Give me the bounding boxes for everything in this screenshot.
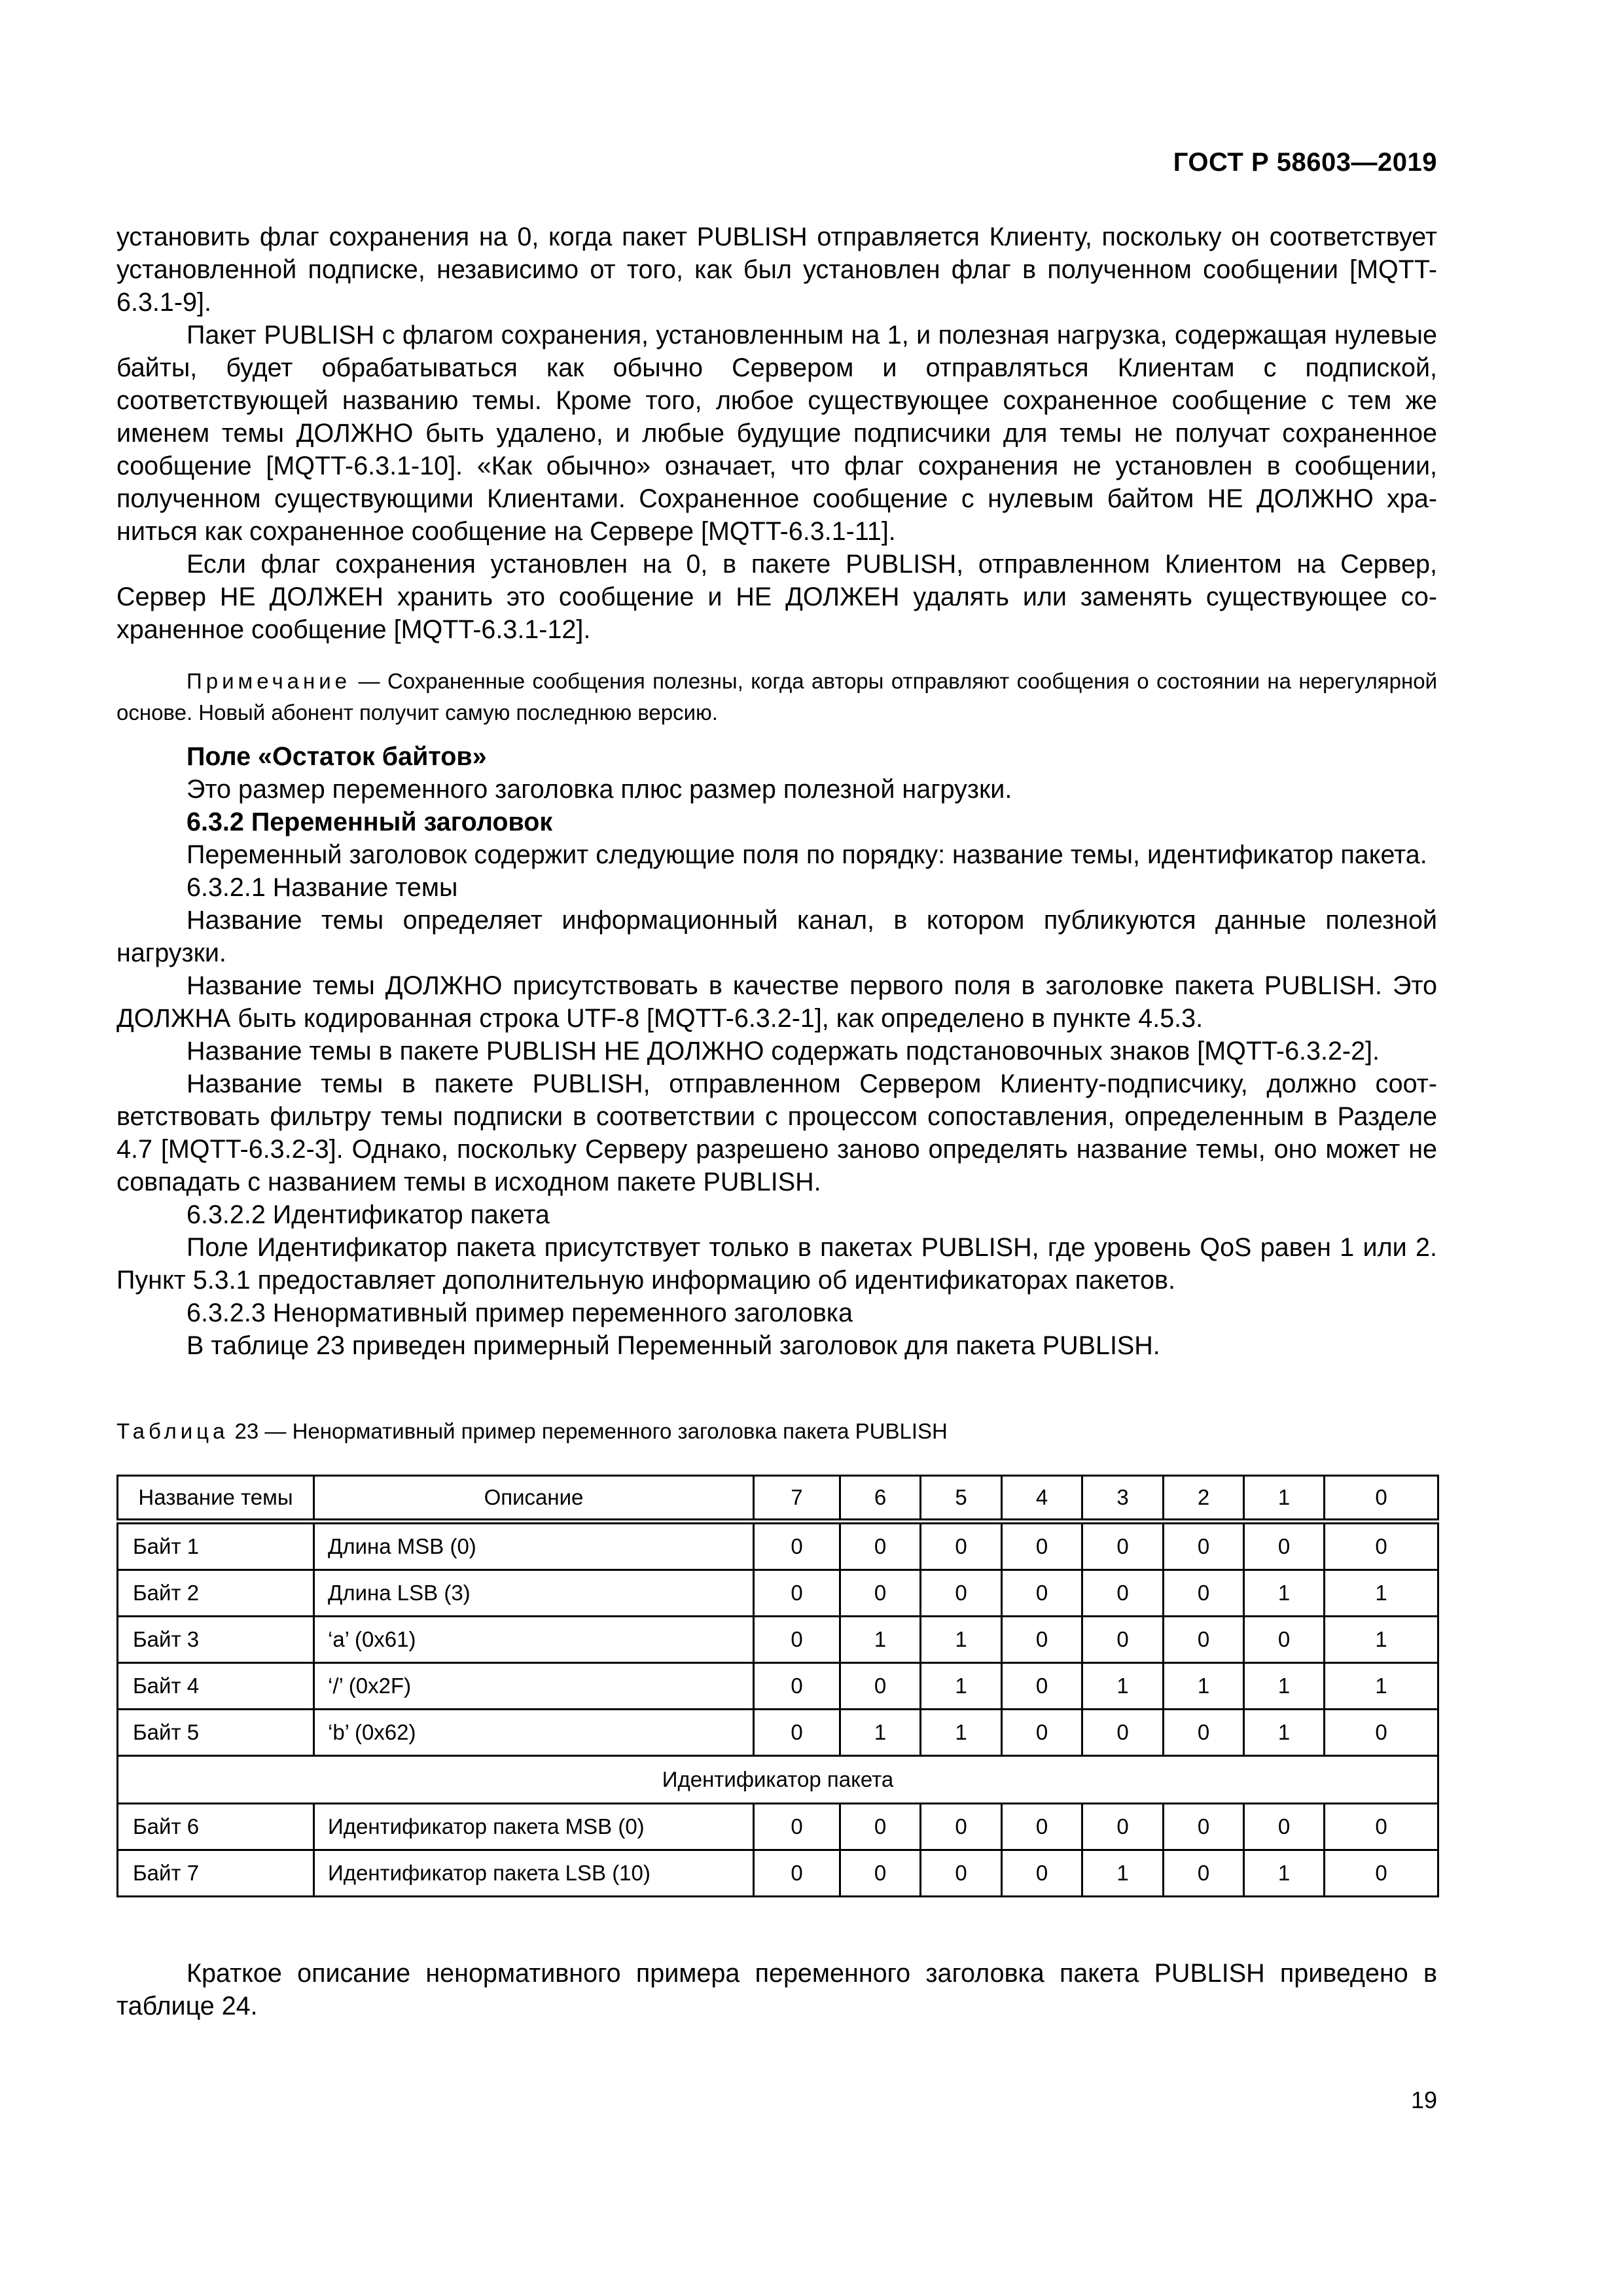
paragraph: Пакет PUBLISH с флагом сохранения, установленным на 1, и полезная нагрузка, содержащая нулевые байты, будет обрабатываться как обычно Сервером и отправляться Клиентам с подпиской, соответствующей названию темы. Кроме того, любое существующее сохраненное сообщение с тем же именем темы ДОЛЖНО быть удалено, и любые будущие подписчики для темы не получат сохраненное сообщение [MQTT-6.3.1-10]. «Как обычно» означает, что флаг сохранения не установлен в сообщении, полученном существующими Клиентами. Сохраненное сообщение с нулевым байтом НЕ ДОЛЖНО храниться как сохраненное сообщение на Сервере [MQTT-6.3.1-11]. bbox=[116, 321, 1437, 546]
cell-bit: 1 bbox=[1244, 1570, 1325, 1617]
cell-bit: 0 bbox=[1164, 1804, 1244, 1850]
cell-byte-name: Байт 7 bbox=[118, 1850, 314, 1897]
cell-bit: 0 bbox=[754, 1850, 840, 1897]
cell-byte-name: Байт 5 bbox=[118, 1710, 314, 1756]
heading-6-3-2-2: 6.3.2.2 Идентификатор пакета bbox=[187, 1200, 550, 1229]
paragraph: Краткое описание ненормативного примера переменного заголовка пакета PUBLISH приведено в таблице 24. bbox=[116, 1959, 1437, 2020]
cell-bit: 0 bbox=[1002, 1850, 1082, 1897]
paragraph: установить флаг сохранения на 0, когда пакет PUBLISH отправляется Клиенту, поскольку он соответствует установленной подписке, независимо от того, как был установлен флаг в полученном сообщении [MQTT-6.3.1-9]. bbox=[116, 223, 1437, 317]
cell-bit: 0 bbox=[1002, 1617, 1082, 1663]
column-header: Название темы bbox=[118, 1476, 314, 1522]
cell-bit: 0 bbox=[1002, 1710, 1082, 1756]
cell-description: ‘a’ (0x61) bbox=[314, 1617, 754, 1663]
cell-bit: 1 bbox=[1325, 1570, 1438, 1617]
paragraph: Название темы в пакете PUBLISH, отправленном Сервером Клиенту-подписчику, должно соответствовать фильтру темы подписки в соответствии с процессом сопоставления, определенным в Разделе 4.7 [MQTT-6.3.2-3]. Однако, поскольку Серверу разрешено заново определять название темы, оно может не совпадать с названием темы в исходном пакете PUBLISH. bbox=[116, 1069, 1437, 1196]
cell-bit: 1 bbox=[1082, 1850, 1164, 1897]
paragraph: Название темы в пакете PUBLISH НЕ ДОЛЖНО содержать подстановочных знаков [MQTT-6.3.2-2]. bbox=[187, 1037, 1380, 1066]
table-caption-label: Таблица bbox=[116, 1419, 229, 1443]
cell-section-label: Идентификатор пакета bbox=[118, 1756, 1438, 1804]
cell-byte-name: Байт 2 bbox=[118, 1570, 314, 1617]
note bbox=[116, 666, 1437, 728]
cell-bit: 0 bbox=[1082, 1617, 1164, 1663]
cell-bit: 0 bbox=[840, 1804, 921, 1850]
cell-bit: 1 bbox=[1164, 1663, 1244, 1710]
cell-bit: 0 bbox=[754, 1570, 840, 1617]
cell-bit: 1 bbox=[1325, 1663, 1438, 1710]
note-label: Примечание bbox=[187, 669, 351, 693]
heading-6-3-2-1: 6.3.2.1 Название темы bbox=[187, 873, 458, 902]
cell-bit: 0 bbox=[1164, 1570, 1244, 1617]
cell-bit: 0 bbox=[921, 1570, 1002, 1617]
cell-bit: 0 bbox=[1325, 1522, 1438, 1570]
heading-6-3-2-3: 6.3.2.3 Ненормативный пример переменного заголовка bbox=[187, 1299, 853, 1327]
column-header: 2 bbox=[1164, 1476, 1244, 1522]
paragraph: Название темы ДОЛЖНО присутствовать в качестве первого поля в заголовке пакета PUBLISH. Это ДОЛЖНА быть кодированная строка UTF-8 [MQTT-6.3.2-1], как определено в пункте 4.5.3. bbox=[116, 971, 1437, 1033]
table-span-row bbox=[118, 1756, 1438, 1804]
cell-bit: 0 bbox=[1164, 1522, 1244, 1570]
cell-byte-name: Байт 3 bbox=[118, 1617, 314, 1663]
heading-remaining-length: Поле «Остаток байтов» bbox=[187, 742, 487, 771]
cell-bit: 0 bbox=[1325, 1850, 1438, 1897]
cell-bit: 0 bbox=[1082, 1804, 1164, 1850]
cell-bit: 0 bbox=[1082, 1522, 1164, 1570]
cell-bit: 0 bbox=[1164, 1617, 1244, 1663]
cell-bit: 0 bbox=[840, 1570, 921, 1617]
cell-bit: 0 bbox=[754, 1663, 840, 1710]
cell-bit: 0 bbox=[1164, 1850, 1244, 1897]
cell-bit: 0 bbox=[840, 1522, 921, 1570]
table-caption-text: 23 — Ненормативный пример переменного заголовка пакета PUBLISH bbox=[228, 1419, 948, 1443]
cell-bit: 1 bbox=[840, 1710, 921, 1756]
page-number: 19 bbox=[1410, 2087, 1437, 2113]
cell-bit: 0 bbox=[840, 1663, 921, 1710]
paragraph: Это размер переменного заголовка плюс размер полезной нагрузки. bbox=[187, 775, 1012, 804]
table-row bbox=[118, 1522, 1438, 1570]
cell-bit: 0 bbox=[1325, 1804, 1438, 1850]
note-text: — Сохраненные сообщения полезны, когда авторы отправляют сообщения о состоянии на нерегулярной основе. Новый абонент получит самую последнюю версию. bbox=[116, 669, 1437, 725]
cell-bit: 0 bbox=[1002, 1570, 1082, 1617]
paragraph: Если флаг сохранения установлен на 0, в пакете PUBLISH, отправленном Клиентом на Сервер, Сервер НЕ ДОЛЖЕН хранить это сообщение и НЕ ДОЛЖЕН удалять или заменять существующее сохраненное сообщение [MQTT-6.3.1-12]. bbox=[116, 550, 1437, 644]
cell-bit: 0 bbox=[1325, 1710, 1438, 1756]
after-table-text bbox=[116, 1957, 1437, 2022]
cell-bit: 0 bbox=[921, 1522, 1002, 1570]
cell-description: Длина LSB (3) bbox=[314, 1570, 754, 1617]
cell-bit: 0 bbox=[1082, 1570, 1164, 1617]
cell-bit: 1 bbox=[1244, 1850, 1325, 1897]
cell-bit: 1 bbox=[1244, 1663, 1325, 1710]
paragraph: Поле Идентификатор пакета присутствует только в пакетах PUBLISH, где уровень QoS равен 1 или 2. Пункт 5.3.1 предоставляет дополнительную информацию об идентификаторах пакетов. bbox=[116, 1233, 1437, 1295]
paragraph: Переменный заголовок содержит следующие поля по порядку: название темы, идентификатор пакета. bbox=[187, 840, 1427, 869]
column-header: 0 bbox=[1325, 1476, 1438, 1522]
cell-bit: 0 bbox=[1082, 1710, 1164, 1756]
cell-bit: 0 bbox=[921, 1850, 1002, 1897]
cell-bit: 1 bbox=[921, 1617, 1002, 1663]
table-row bbox=[118, 1850, 1438, 1897]
column-header: Описание bbox=[314, 1476, 754, 1522]
cell-bit: 0 bbox=[1002, 1663, 1082, 1710]
cell-bit: 0 bbox=[754, 1710, 840, 1756]
column-header: 5 bbox=[921, 1476, 1002, 1522]
cell-bit: 0 bbox=[754, 1522, 840, 1570]
cell-bit: 1 bbox=[921, 1710, 1002, 1756]
table-row bbox=[118, 1617, 1438, 1663]
cell-bit: 1 bbox=[1244, 1710, 1325, 1756]
cell-bit: 0 bbox=[921, 1804, 1002, 1850]
page-body bbox=[116, 221, 1437, 1444]
cell-byte-name: Байт 6 bbox=[118, 1804, 314, 1850]
cell-description: ‘/’ (0x2F) bbox=[314, 1663, 754, 1710]
cell-bit: 0 bbox=[754, 1617, 840, 1663]
cell-bit: 0 bbox=[1244, 1804, 1325, 1850]
cell-bit: 1 bbox=[1082, 1663, 1164, 1710]
paragraph: Название темы определяет информационный канал, в котором публикуются данные полезной нагрузки. bbox=[116, 906, 1437, 967]
paragraph: В таблице 23 приведен примерный Переменный заголовок для пакета PUBLISH. bbox=[187, 1331, 1160, 1360]
cell-bit: 0 bbox=[754, 1804, 840, 1850]
column-header: 1 bbox=[1244, 1476, 1325, 1522]
table-header-row bbox=[118, 1476, 1438, 1522]
table-row bbox=[118, 1804, 1438, 1850]
cell-bit: 0 bbox=[1002, 1522, 1082, 1570]
cell-bit: 0 bbox=[1244, 1522, 1325, 1570]
cell-bit: 1 bbox=[1325, 1617, 1438, 1663]
column-header: 7 bbox=[754, 1476, 840, 1522]
document-standard-id: ГОСТ Р 58603—2019 bbox=[1173, 148, 1437, 177]
table-23 bbox=[116, 1475, 1439, 1897]
cell-description: Идентификатор пакета MSB (0) bbox=[314, 1804, 754, 1850]
cell-bit: 0 bbox=[1244, 1617, 1325, 1663]
cell-description: ‘b’ (0x62) bbox=[314, 1710, 754, 1756]
cell-description: Длина MSB (0) bbox=[314, 1522, 754, 1570]
table-caption bbox=[116, 1418, 1437, 1444]
cell-bit: 0 bbox=[1164, 1710, 1244, 1756]
cell-byte-name: Байт 1 bbox=[118, 1522, 314, 1570]
cell-bit: 1 bbox=[921, 1663, 1002, 1710]
heading-6-3-2: 6.3.2 Переменный заголовок bbox=[187, 808, 553, 836]
cell-byte-name: Байт 4 bbox=[118, 1663, 314, 1710]
cell-bit: 0 bbox=[840, 1850, 921, 1897]
cell-bit: 0 bbox=[1002, 1804, 1082, 1850]
table-row bbox=[118, 1663, 1438, 1710]
column-header: 3 bbox=[1082, 1476, 1164, 1522]
table-row bbox=[118, 1710, 1438, 1756]
column-header: 6 bbox=[840, 1476, 921, 1522]
cell-description: Идентификатор пакета LSB (10) bbox=[314, 1850, 754, 1897]
cell-bit: 1 bbox=[840, 1617, 921, 1663]
column-header: 4 bbox=[1002, 1476, 1082, 1522]
table-row bbox=[118, 1570, 1438, 1617]
